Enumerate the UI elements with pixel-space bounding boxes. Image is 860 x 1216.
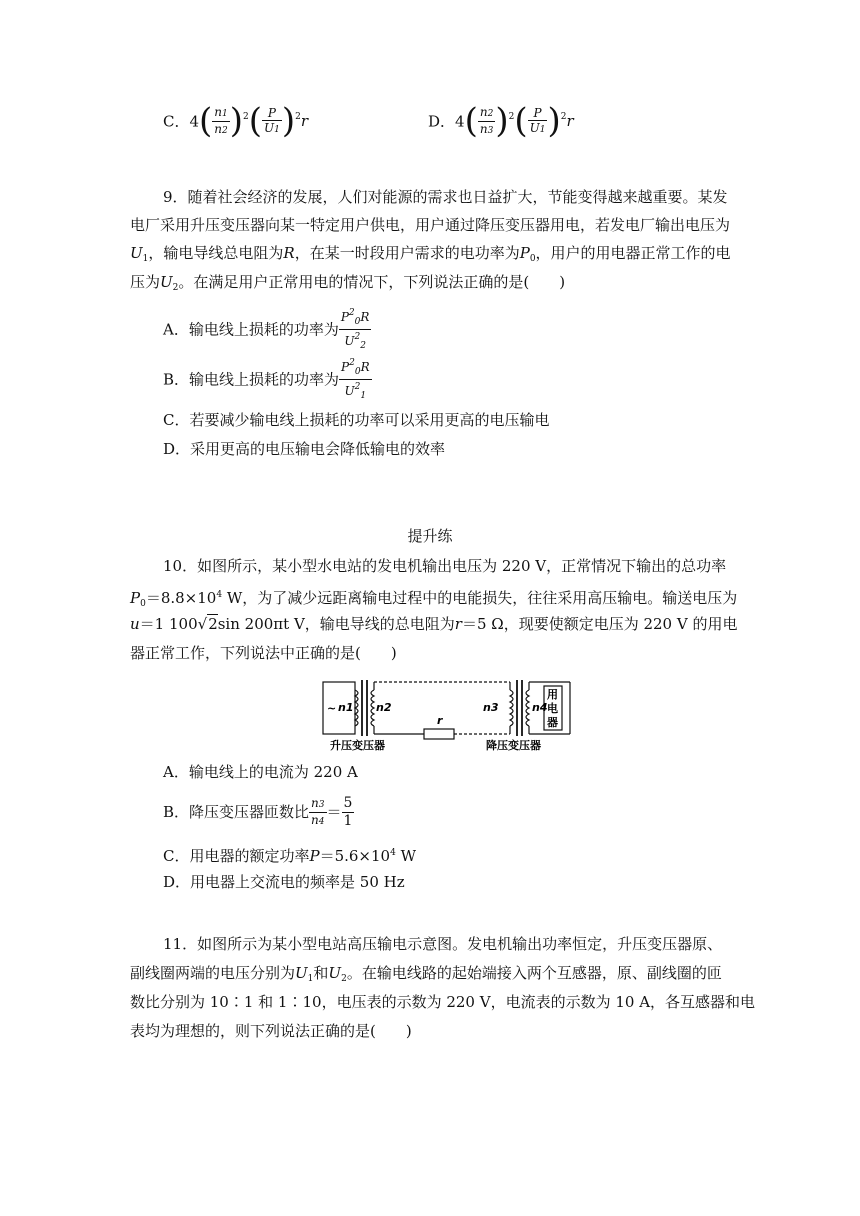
q8-c-power-ratio: $\frac{P}{U1}$: [264, 105, 280, 135]
label-n3: n3: [483, 701, 499, 714]
q9-option-b: B．输电线上损耗的功率为 $\frac{P^2_0R}{U^2_1}$: [163, 358, 370, 401]
label-r: r: [437, 714, 443, 727]
q10-stem-line-3: u＝1 100√2sin 200πt V，输电导线的总电阻为r＝5 Ω，现要使额定电压为 220 V 的用电: [130, 615, 738, 633]
q9-option-c: C．若要减少输电线上损耗的功率可以采用更高的电压输电: [163, 411, 550, 429]
source-symbol: ~: [327, 702, 337, 715]
q10-stem-line-1: 10．如图所示，某小型水电站的发电机输出电压为 220 V，正常情况下输出的总功率: [163, 557, 727, 575]
q10-b-turns-ratio: $\frac{n3}{n4}$: [311, 795, 325, 827]
q10-option-a: A．输电线上的电流为 220 A: [163, 763, 358, 781]
q10-option-b: B．降压变压器匝数比 $\frac{n3}{n4}$ ＝ $\frac{5}{1}$: [163, 794, 353, 829]
q9-stem-line-3: $U_1$，输电导线总电阻为R，在某一时段用户需求的电功率为$P_0$，用户的用电器正常工作的电: [130, 244, 731, 264]
label-n2: n2: [376, 701, 392, 714]
q8-d-power-ratio: $\frac{P}{U1}$: [529, 105, 546, 135]
q8-d-turns-ratio: $\frac{n2}{n3}$: [479, 104, 494, 136]
label-n4: n4: [532, 701, 548, 714]
q10-option-c: C．用电器的额定功率$P=5.6\times 10^4$ W: [163, 847, 417, 865]
q9-option-d: D．采用更高的电压输电会降低输电的效率: [163, 440, 446, 458]
section-title: 提升练: [407, 527, 453, 545]
q8-c-turns-ratio: $\frac{n1}{n2}$: [214, 104, 228, 136]
load-label-3: 器: [547, 716, 558, 729]
label-step-down: 降压变压器: [486, 739, 541, 752]
q9-stem-line-2: 电厂采用升压变压器向某一特定用户供电，用户通过降压变压器用电，若发电厂输出电压为: [130, 216, 731, 234]
coil-n1: [355, 690, 358, 726]
coil-n2: [371, 690, 374, 726]
q9-stem-line-1: 9．随着社会经济的发展，人们对能源的需求也日益扩大，节能变得越来越重要。某发: [163, 188, 728, 206]
load-label-2: 电: [547, 702, 558, 715]
coil-n4: [526, 690, 529, 726]
q10-stem-line-4: 器正常工作，下列说法中正确的是( ): [130, 644, 397, 662]
q8-option-c: C．4( $\frac{n1}{n2}$ )$^2$( $\frac{P}{U1}$ )$^2$r: [163, 101, 309, 141]
q8-option-d: D．4( $\frac{n2}{n3}$ )$^2$( $\frac{P}{U1}$ )$^2$r: [428, 101, 574, 141]
coil-n3: [510, 690, 513, 726]
q9-stem-line-4: 压为$U_2$。在满足用户正常用电的情况下，下列说法正确的是( ): [130, 273, 566, 293]
q9-b-formula: $\frac{P^2_0R}{U^2_1}$: [341, 358, 370, 401]
label-step-up: 升压变压器: [330, 739, 385, 752]
q11-stem-line-2: 副线圈两端的电压分别为$U_1$和$U_2$。在输电线路的起始端接入两个互感器，原、副线圈的匝: [130, 964, 722, 984]
q10-b-ratio-value: $\frac{5}{1}$: [343, 794, 353, 829]
q11-stem-line-4: 表均为理想的，则下列说法正确的是( ): [130, 1022, 412, 1040]
q11-stem-line-3: 数比分别为 10∶1 和 1∶10，电压表的示数为 220 V，电流表的示数为 10 A，各互感器和电: [130, 993, 756, 1011]
q10-option-d: D．用电器上交流电的频率是 50 Hz: [163, 873, 405, 891]
load-label-1: 用: [547, 688, 558, 701]
q9-option-a: A．输电线上损耗的功率为 $\frac{P^2_0R}{U^2_2}$: [163, 308, 370, 351]
transmission-circuit-diagram: [314, 672, 580, 754]
q11-stem-line-1: 11．如图所示为某小型电站高压输电示意图。发电机输出功率恒定，升压变压器原、: [163, 935, 723, 953]
resistor-r: [424, 729, 454, 739]
q9-a-formula: $\frac{P^2_0R}{U^2_2}$: [340, 308, 370, 351]
label-n1: n1: [338, 701, 354, 714]
q10-stem-line-2: $P_0=8.8\times 10^4$ W，为了减少远距离输电过程中的电能损失，往往采用高压输电。输送电压为: [130, 589, 738, 609]
